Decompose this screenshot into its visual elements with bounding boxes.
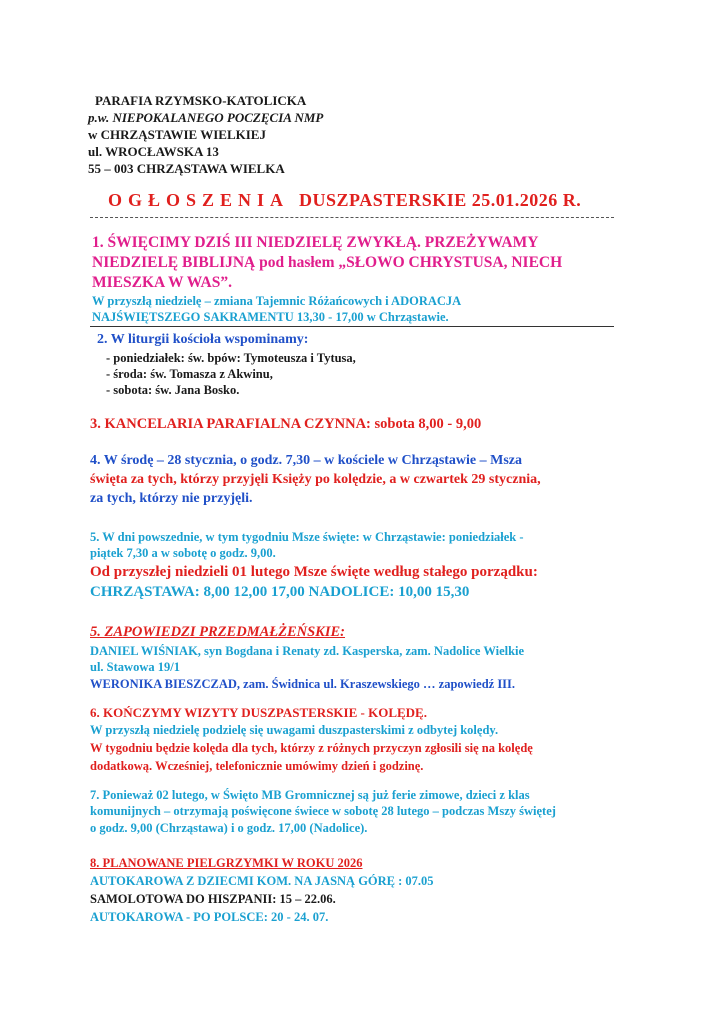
- s2-item: - środa: św. Tomasza z Akwinu,: [106, 367, 273, 381]
- s5-line2: piątek 7,30 a w sobotę o godz. 9,00.: [90, 546, 276, 560]
- header-line-dedication: p.w. NIEPOKALANEGO POCZĘCIA NMP: [88, 110, 324, 125]
- s7-line3: dodatkową. Wcześniej, telefonicznie umówimy dzień i godzinę.: [90, 759, 424, 773]
- s9-line3: AUTOKAROWA - PO POLSCE: 20 - 24. 07.: [90, 910, 329, 924]
- s3-office-hours: 3. KANCELARIA PARAFIALNA CZYNNA: sobota 8,00 - 9,00: [90, 416, 482, 432]
- s9-line2: SAMOLOTOWA DO HISZPANII: 15 – 22.06.: [90, 892, 336, 906]
- s4-line1-text: 4. W środę – 28 stycznia, o godz. 7,30 – w kościele w Chrząstawie – Msza: [90, 453, 523, 468]
- s6-heading: 5. ZAPOWIEDZI PRZEDMAŁŻEŃSKIE:: [90, 624, 345, 640]
- s8-line3: o godz. 9,00 (Chrząstawa) i o godz. 17,00 (Nadolice).: [90, 821, 368, 835]
- page-title: [108, 190, 581, 211]
- s2-heading: 2. W liturgii kościoła wspominamy:: [97, 332, 309, 347]
- s2-item: - poniedziałek: św. bpów: Tymoteusza i Tytusa,: [106, 351, 356, 365]
- s1-line3: MIESZKA W WAS”.: [92, 274, 232, 291]
- s4-line2: święta za tych, którzy przyjęli Księży po kolędzie, a w czwartek 29 stycznia,: [90, 472, 541, 487]
- s4-line3: za tych, którzy nie przyjęli.: [90, 491, 253, 506]
- s8-line1: 7. Ponieważ 02 lutego, w Święto MB Gromnicznej są już ferie zimowe, dzieci z klas: [90, 788, 530, 802]
- s4-line1: [90, 453, 522, 469]
- s1-line5: NAJŚWIĘTSZEGO SAKRAMENTU 13,30 - 17,00 w Chrząstawie.: [92, 310, 449, 324]
- s5-line1: 5. W dni powszednie, w tym tygodniu Msze święte: w Chrząstawie: poniedziałek -: [90, 530, 524, 544]
- s1-line2: NIEDZIELĘ BIBLIJNĄ pod hasłem „SŁOWO CHRYSTUSA, NIECH: [92, 254, 563, 271]
- s9-line1: AUTOKAROWA Z DZIECMI KOM. NA JASNĄ GÓRĘ : 07.05: [90, 874, 434, 888]
- page-title-word2: DUSZPASTERSKIE 25.01.2026 R.: [299, 190, 582, 210]
- s7-heading: 6. KOŃCZYMY WIZYTY DUSZPASTERSKIE - KOLĘDĘ.: [90, 705, 427, 720]
- s6-line3: WERONIKA BIESZCZAD, zam. Świdnica ul. Kraszewskiego … zapowiedź III.: [90, 677, 516, 691]
- s9-heading: 8. PLANOWANE PIELGRZYMKI W ROKU 2026: [90, 856, 363, 870]
- s5-line4: CHRZĄSTAWA: 8,00 12,00 17,00 NADOLICE: 10,00 15,30: [90, 584, 470, 600]
- s7-line1: W przyszłą niedzielę podzielę się uwagami duszpasterskimi z odbytej kolędy.: [90, 723, 499, 737]
- s2-item: - sobota: św. Jana Bosko.: [106, 383, 240, 397]
- s6-line1: DANIEL WIŚNIAK, syn Bogdana i Renaty zd. Kasperska, zam. Nadolice Wielkie: [90, 644, 525, 658]
- s6-line2: ul. Stawowa 19/1: [90, 660, 180, 674]
- header-line-street: ul. WROCŁAWSKA 13: [88, 144, 219, 159]
- s8-line2: komunijnych – otrzymają poświęcone świece w sobotę 28 lutego – podczas Mszy świętej: [90, 804, 556, 818]
- header-line-postal: 55 – 003 CHRZĄSTAWA WIELKA: [88, 161, 285, 176]
- header-line-parish: PARAFIA RZYMSKO-KATOLICKA: [95, 93, 307, 108]
- header-line-town: w CHRZĄSTAWIE WIELKIEJ: [88, 127, 266, 142]
- page-title-word1: OGŁOSZENIA: [108, 190, 290, 210]
- section-1-separator: [90, 326, 614, 327]
- s5-line3: Od przyszłej niedzieli 01 lutego Msze święte według stałego porządku:: [90, 564, 538, 580]
- s1-line4: W przyszłą niedzielę – zmiana Tajemnic Różańcowych i ADORACJA: [92, 294, 462, 308]
- title-separator: [90, 217, 614, 218]
- s7-line2: W tygodniu będzie kolęda dla tych, którzy z różnych przyczyn zgłosili się na kolędę: [90, 741, 533, 755]
- s1-line1: 1. ŚWIĘCIMY DZIŚ III NIEDZIELĘ ZWYKŁĄ. PRZEŻYWAMY: [92, 234, 539, 251]
